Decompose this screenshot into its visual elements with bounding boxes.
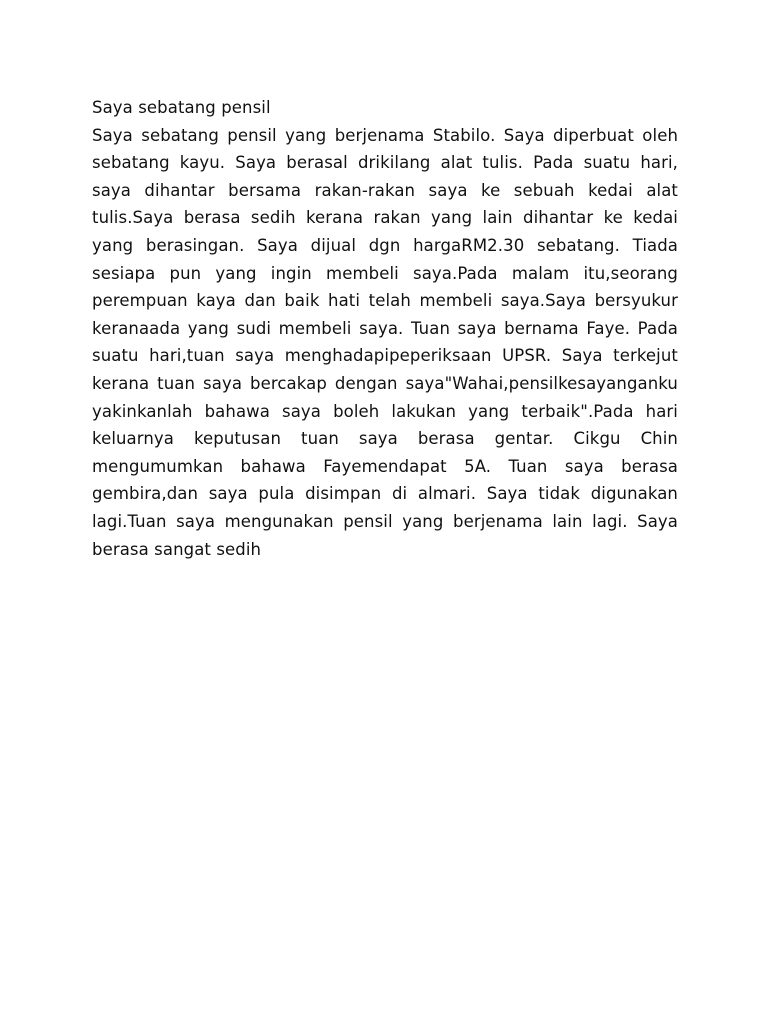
essay-body: Saya sebatang pensil yang berjenama Stabilo. Saya diperbuat oleh sebatang kayu. Saya berasal drikilang alat tulis. Pada suatu hari, saya dihantar bersama rakan-rakan saya ke sebuah kedai alat tulis.Saya berasa sedih kerana rakan yang lain dihantar ke kedai yang berasingan. Saya dijual dgn hargaRM2.30 sebatang. Tiada sesiapa pun yang ingin membeli saya.Pada malam itu,seorang perempuan kaya dan baik hati telah membeli saya.Saya bersyukur keranaada yang sudi membeli saya. Tuan saya bernama Faye. Pada suatu hari,tuan saya menghadapipeperiksaan UPSR. Saya terkejut kerana tuan saya bercakap dengan saya"Wahai,pensilkesayanganku yakinkanlah bahawa saya boleh lakukan yang terbaik".Pada hari keluarnya keputusan tuan saya berasa gentar. Cikgu Chin mengumumkan bahawa Fayemendapat 5A. Tuan saya berasa gembira,dan saya pula disimpan di almari. Saya tidak digunakan lagi.Tuan saya mengunakan pensil yang berjenama lain lagi. Saya berasa sangat sedih	[92, 125, 678, 559]
essay-title: Saya sebatang pensil	[92, 98, 271, 117]
essay-block	[92, 94, 678, 563]
